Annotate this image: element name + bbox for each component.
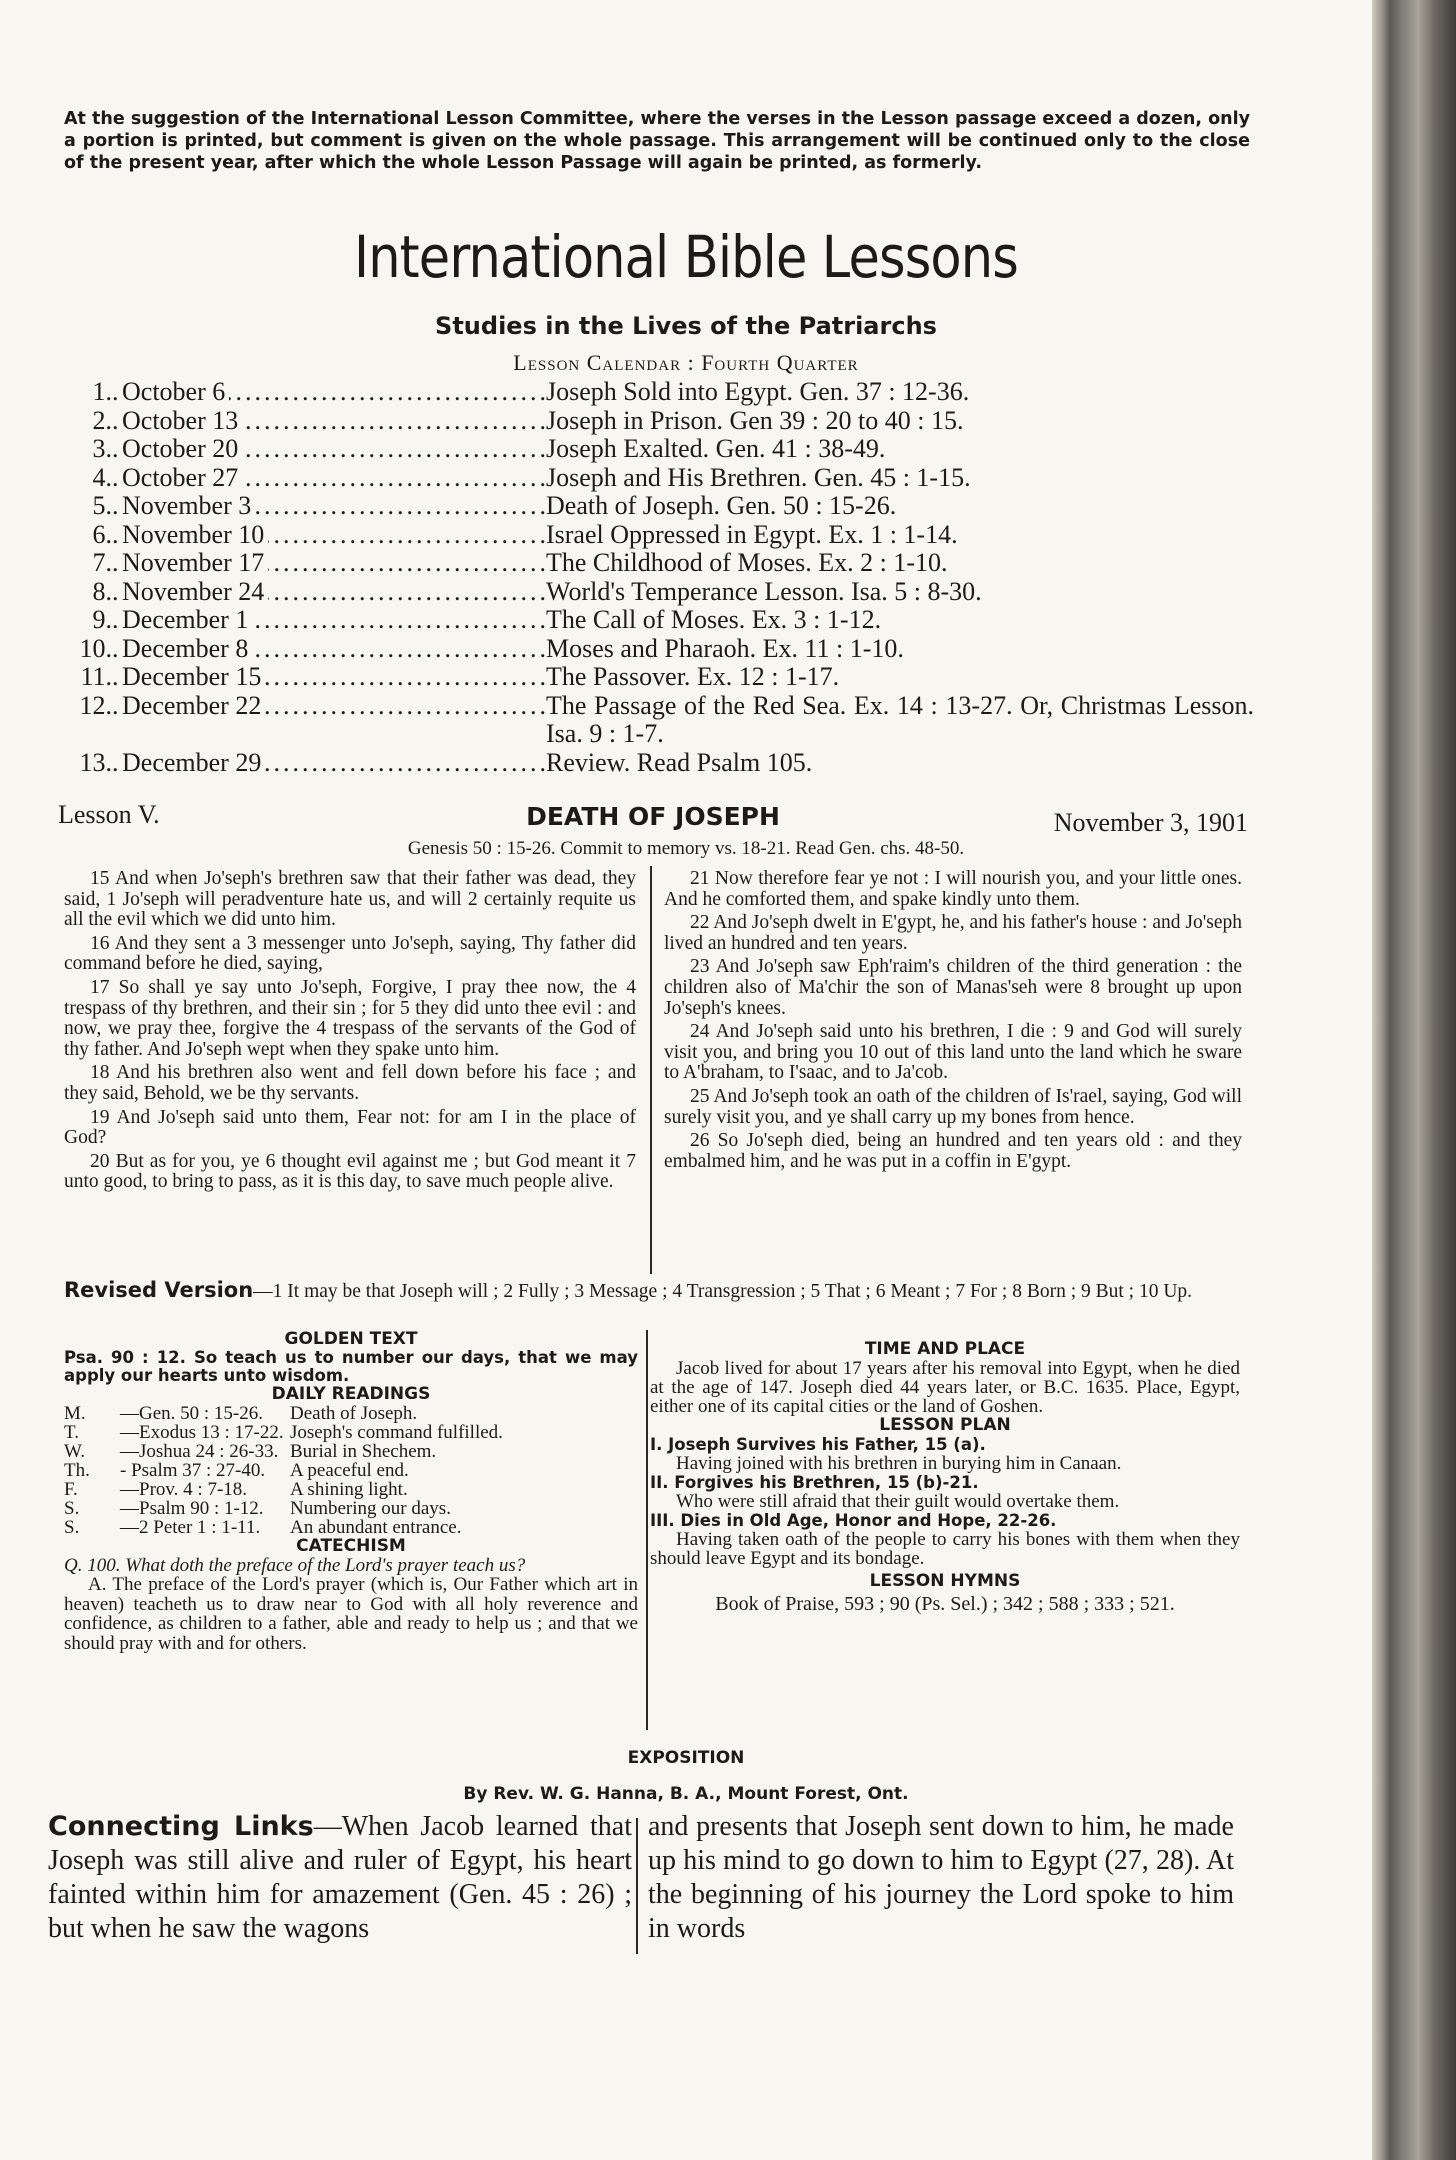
revised-version xyxy=(64,1280,1254,1302)
plan-item-text: Having taken oath of the people to carry his bones with them when they should leave Egypt and its bondage. xyxy=(650,1529,1240,1569)
reading-desc: Death of Joseph. xyxy=(290,1403,418,1424)
verse: 22 And Jo'seph dwelt in E'gypt, he, and his father's house : and Jo'seph lived an hundred and ten years. xyxy=(664,912,1242,954)
reading-desc: An abundant entrance. xyxy=(290,1517,462,1538)
calendar-row xyxy=(64,635,1254,664)
calendar-date: October 13 ..... xyxy=(112,407,546,436)
catechism-question: Q. 100. What doth the preface of the Lord's prayer teach us? xyxy=(64,1555,526,1576)
calendar-num: 8. xyxy=(92,576,112,606)
calendar-heading: Lesson Calendar : Fourth Quarter xyxy=(513,350,859,375)
verse: 20 But as for you, ye 6 thought evil against me ; but God meant it 7 unto good, to bring to pass, as it is this day, to save much people alive. xyxy=(64,1150,636,1193)
reading-day: S. xyxy=(64,1498,80,1519)
reading-ref: —Exodus 13 : 17-22. xyxy=(120,1422,284,1443)
calendar-num: 12. xyxy=(79,690,112,720)
daily-reading-row xyxy=(64,1461,638,1480)
calendar-row xyxy=(64,663,1254,692)
daily-reading-row xyxy=(64,1480,638,1499)
catechism-answer: A. The preface of the Lord's prayer (which is, Our Father which art in heaven) teacheth us to draw near to God with all holy reverence and confidence, as children to a father, able and ready to help us ; and that we should pray with and for others. xyxy=(64,1574,638,1654)
calendar-row xyxy=(64,435,1254,464)
plan-item-title: III. Dies in Old Age, Honor and Hope, 22-26. xyxy=(650,1511,1057,1530)
column-divider-2 xyxy=(646,1330,648,1730)
connecting-links-lead: Connecting Links xyxy=(48,1811,314,1842)
calendar-row xyxy=(64,749,1254,778)
daily-reading-row xyxy=(64,1404,638,1423)
calendar-row xyxy=(64,378,1254,407)
calendar-date: November 24 ..... xyxy=(112,578,546,607)
column-divider-3 xyxy=(636,1818,638,1954)
reading-day: F. xyxy=(64,1479,78,1500)
calendar-date: November 17 ..... xyxy=(112,549,546,578)
calendar-num: 11. xyxy=(80,662,112,691)
calendar-topic: The Childhood of Moses. Ex. 2 : 1-10. xyxy=(546,548,948,577)
golden-text: Psa. 90 : 12. So teach us to number our days, that we may apply our hearts unto wisdom. xyxy=(64,1348,638,1385)
plan-item-text: Who were still afraid that their guilt would overtake them. xyxy=(676,1491,1120,1512)
daily-readings-heading: DAILY READINGS xyxy=(271,1384,431,1404)
calendar-topic: Israel Oppressed in Egypt. Ex. 1 : 1-14. xyxy=(546,519,958,549)
calendar-row xyxy=(64,521,1254,550)
calendar-topic: Joseph Exalted. Gen. 41 : 38-49. xyxy=(546,434,886,463)
plan-item-title: II. Forgives his Brethren, 15 (b)-21. xyxy=(650,1473,979,1492)
verse: 25 And Jo'seph took an oath of the children of Is'rael, saying, God will surely visit you, and ye shall carry up my bones from hence. xyxy=(664,1085,1242,1128)
calendar-date: November 10 ..... xyxy=(112,521,546,550)
calendar-date: December 22 ..... xyxy=(112,692,546,749)
calendar-num: 13. xyxy=(79,747,112,777)
page-subtitle: Studies in the Lives of the Patriarchs xyxy=(435,312,937,340)
calendar-topic: The Passage of the Red Sea. Ex. 14 : 13-27. Or, Christmas Lesson. Isa. 9 : 1-7. xyxy=(546,690,1254,748)
reading-desc: A shining light. xyxy=(290,1479,408,1500)
daily-readings xyxy=(64,1404,638,1537)
calendar-row xyxy=(64,692,1254,749)
calendar-topic: Moses and Pharaoh. Ex. 11 : 1-10. xyxy=(546,633,904,663)
reading-day: S. xyxy=(64,1517,80,1538)
catechism-heading: CATECHISM xyxy=(296,1536,406,1556)
plan-item-title: I. Joseph Survives his Father, 15 (a). xyxy=(650,1435,986,1454)
calendar-topic: Joseph Sold into Egypt. Gen. 37 : 12-36. xyxy=(546,377,970,406)
verses-right-column xyxy=(664,866,1242,1172)
reading-ref: - Psalm 37 : 27-40. xyxy=(120,1460,266,1481)
calendar-num: 10. xyxy=(79,633,112,663)
study-right-column xyxy=(650,1340,1240,1614)
calendar-date: December 29 ..... xyxy=(112,749,546,778)
reading-desc: Burial in Shechem. xyxy=(290,1441,437,1462)
verse: 19 And Jo'seph said unto them, Fear not: for am I in the place of God? xyxy=(64,1106,636,1149)
reading-ref: —Joshua 24 : 26-33. xyxy=(120,1441,279,1462)
reading-day: Th. xyxy=(64,1460,90,1481)
calendar-topic: World's Temperance Lesson. Isa. 5 : 8-30. xyxy=(546,576,982,606)
calendar-date: November 3 ..... xyxy=(112,492,546,521)
reading-desc: Numbering our days. xyxy=(290,1498,451,1519)
verses-left-column xyxy=(64,866,636,1193)
lesson-number: Lesson V. xyxy=(58,800,160,829)
calendar-topic: Joseph in Prison. Gen 39 : 20 to 40 : 15. xyxy=(546,405,964,435)
verse: 15 And when Jo'seph's brethren saw that their father was dead, they said, 1 Jo'seph will peradventure hate us, and will 2 certainly requite us all the evil which we did unto him. xyxy=(64,868,636,931)
hymns-text: Book of Praise, 593 ; 90 (Ps. Sel.) ; 342 ; 588 ; 333 ; 521. xyxy=(715,1593,1175,1615)
time-place-text: Jacob lived for about 17 years after his removal into Egypt, when he died at the age of 147. Joseph died 44 years later, or B.C. 1635. Place, Egypt, either one of its capital cities or the land of Goshen. xyxy=(650,1358,1240,1417)
exposition-heading: EXPOSITION xyxy=(627,1748,745,1768)
reading-ref: —Gen. 50 : 15-26. xyxy=(120,1403,264,1424)
revised-version-text: —1 It may be that Joseph will ; 2 Fully ; 3 Message ; 4 Transgression ; 5 That ; 6 Meant ; 7 For ; 8 Born ; 9 But ; 10 Up. xyxy=(253,1281,1193,1302)
exposition-author: By Rev. W. G. Hanna, B. A., Mount Forest, Ont. xyxy=(463,1784,909,1804)
column-divider xyxy=(650,866,652,1274)
lesson-title: DEATH OF JOSEPH xyxy=(526,802,780,831)
calendar-row xyxy=(64,492,1254,521)
calendar-num: 1. xyxy=(92,377,112,406)
calendar-num: 9. xyxy=(92,605,112,634)
calendar-row xyxy=(64,578,1254,607)
calendar-row xyxy=(64,464,1254,493)
calendar-topic: Joseph and His Brethren. Gen. 45 : 1-15. xyxy=(546,462,971,492)
daily-reading-row xyxy=(64,1423,638,1442)
book-binding xyxy=(1372,0,1456,2160)
calendar-date: December 8 ..... xyxy=(112,635,546,664)
verse: 16 And they sent a 3 messenger unto Jo'seph, saying, Thy father did command before he died, saying, xyxy=(64,932,636,975)
calendar-num: 6. xyxy=(92,519,112,549)
revised-version-label: Revised Version xyxy=(64,1278,254,1302)
lesson-date: November 3, 1901 xyxy=(1053,808,1248,837)
plan-item-text: Having joined with his brethren in burying him in Canaan. xyxy=(676,1453,1122,1474)
exposition-right-text: and presents that Joseph sent down to him, he made up his mind to go down to him to Egypt (27, 28). At the beginning of his journey the Lord spoke to him in words xyxy=(648,1811,1234,1944)
calendar-date: December 1 ..... xyxy=(112,606,546,635)
lesson-plan xyxy=(650,1435,1240,1568)
calendar-row xyxy=(64,407,1254,436)
calendar-topic: Review. Read Psalm 105. xyxy=(546,747,813,777)
daily-reading-row xyxy=(64,1442,638,1461)
calendar-date: October 6 ..... xyxy=(112,378,546,407)
reading-ref: —2 Peter 1 : 1-11. xyxy=(120,1517,261,1538)
lesson-plan-heading: LESSON PLAN xyxy=(879,1415,1011,1435)
verse: 17 So shall ye say unto Jo'seph, Forgive, I pray thee now, the 4 trespass of thy brethren, and their sin ; for 5 they did unto thee evil : and now, we pray thee, forgive the 4 trespass of the servants of the God of thy father. And Jo'seph wept when they spake unto him. xyxy=(64,976,636,1060)
calendar-num: 3. xyxy=(92,434,112,463)
verse: 23 And Jo'seph saw Eph'raim's children of the third generation : the children also of Ma'chir the son of Manas'seh were 8 brought up upon Jo'seph's knees. xyxy=(664,956,1242,1019)
daily-reading-row xyxy=(64,1518,638,1537)
hymns-heading: LESSON HYMNS xyxy=(869,1571,1021,1591)
reading-day: W. xyxy=(64,1441,85,1462)
calendar-date: October 20 ..... xyxy=(112,435,546,464)
verse: 26 So Jo'seph died, being an hundred and ten years old : and they embalmed him, and he was put in a coffin in E'gypt. xyxy=(664,1130,1242,1172)
lesson-header xyxy=(58,800,1248,836)
calendar-date: October 27 ..... xyxy=(112,464,546,493)
reading-ref: —Prov. 4 : 7-18. xyxy=(120,1479,248,1500)
reading-desc: Joseph's command fulfilled. xyxy=(290,1422,503,1443)
calendar-num: 4. xyxy=(92,462,112,492)
calendar-topic: The Passover. Ex. 12 : 1-17. xyxy=(546,662,840,691)
exposition-right xyxy=(648,1810,1234,1946)
calendar-num: 5. xyxy=(92,491,112,520)
time-place-heading: TIME AND PLACE xyxy=(864,1339,1026,1359)
verse: 21 Now therefore fear ye not : I will nourish you, and your little ones. And he comforted them, and spake kindly unto them. xyxy=(664,868,1242,910)
calendar-row xyxy=(64,549,1254,578)
calendar-date: December 15 ..... xyxy=(112,663,546,692)
study-left-column xyxy=(64,1330,638,1653)
calendar-topic: Death of Joseph. Gen. 50 : 15-26. xyxy=(546,491,897,520)
calendar-num: 7. xyxy=(92,548,112,577)
lesson-commit: Genesis 50 : 15-26. Commit to memory vs. 18-21. Read Gen. chs. 48-50. xyxy=(407,838,965,859)
reading-desc: A peaceful end. xyxy=(290,1460,409,1481)
golden-text-heading: GOLDEN TEXT xyxy=(284,1329,418,1349)
verse: 24 And Jo'seph said unto his brethren, I die : 9 and God will surely visit you, and bring you 10 out of this land unto the land which he sware to A'braham, to I'saac, and to Ja'cob. xyxy=(664,1021,1242,1084)
notice-text: At the suggestion of the International Lesson Committee, where the verses in the Lesson passage exceed a dozen, only a portion is printed, but comment is given on the whole passage. This arrangement will be continued only to the close of the present year, after which the whole Lesson Passage will again be printed, as formerly. xyxy=(64,109,1250,173)
exposition-left xyxy=(48,1810,632,1946)
page-title: International Bible Lessons xyxy=(354,223,1018,291)
reading-day: T. xyxy=(64,1422,79,1443)
calendar-topic: The Call of Moses. Ex. 3 : 1-12. xyxy=(546,605,882,634)
lesson-calendar xyxy=(64,378,1254,777)
reading-ref: —Psalm 90 : 1-12. xyxy=(120,1498,264,1519)
exposition-left-text: —When Jacob learned that Joseph was still alive and ruler of Egypt, his heart fainted within him for amazement (Gen. 45 : 26) ; but when he saw the wagons xyxy=(48,1811,632,1944)
daily-reading-row xyxy=(64,1499,638,1518)
calendar-row xyxy=(64,606,1254,635)
reading-day: M. xyxy=(64,1403,86,1424)
verse: 18 And his brethren also went and fell down before his face ; and they said, Behold, we be thy servants. xyxy=(64,1062,636,1104)
calendar-num: 2. xyxy=(92,405,112,435)
